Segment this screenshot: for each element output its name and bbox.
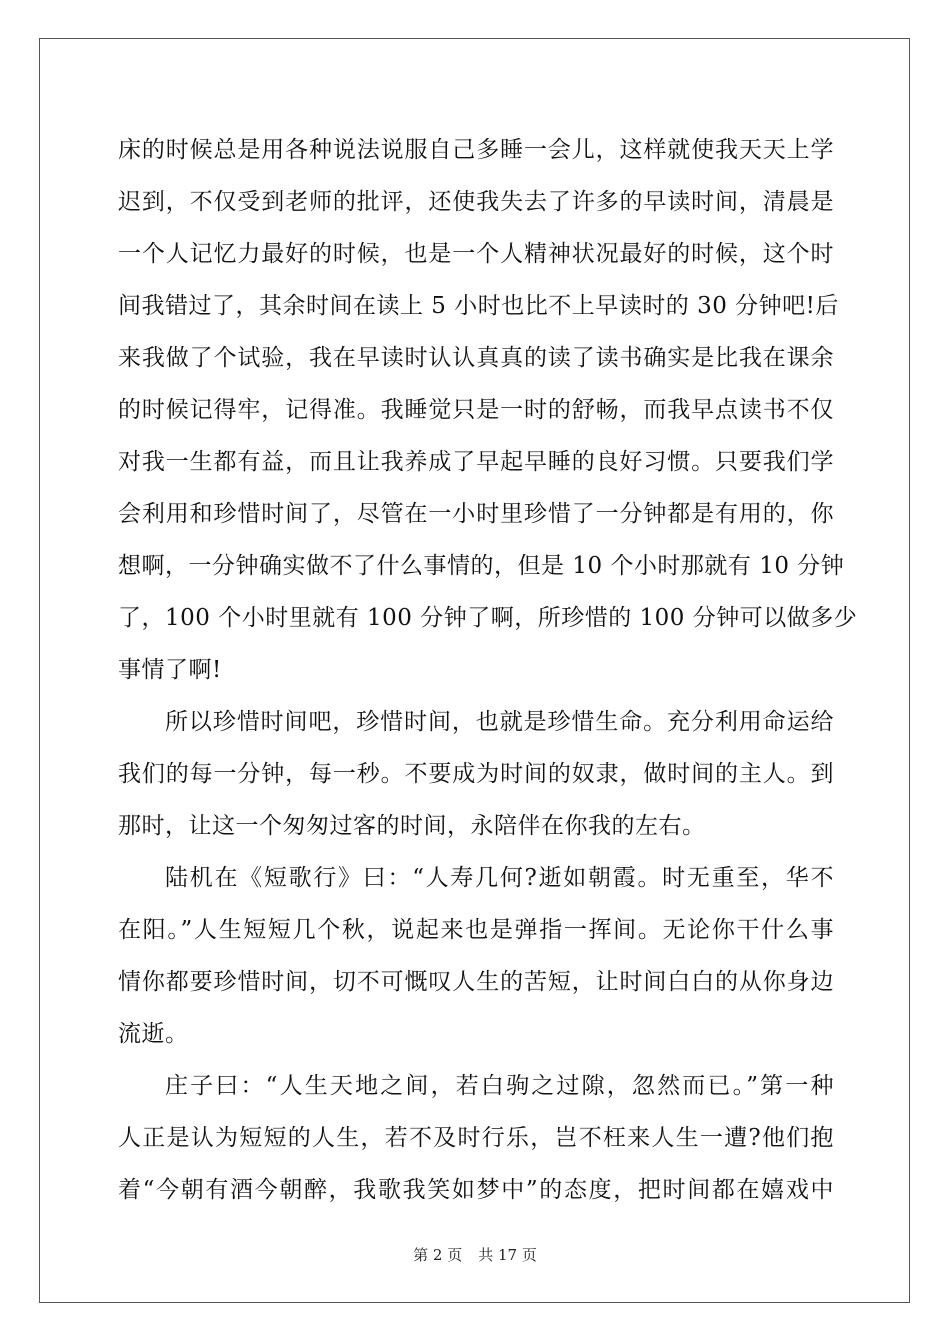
text-line: 床的时候总是用各种说法说服自己多睡一会儿，这样就使我天天上学 [118, 137, 834, 163]
text-line: 了，100 个小时里就有 100 分钟了啊，所珍惜的 100 分钟可以做多少 [118, 605, 858, 631]
text-line: 流逝。 [118, 1021, 189, 1047]
text-line: 来我做了个试验，我在早读时认认真真的读了读书确实是比我在课余 [118, 345, 834, 371]
text-line: 那时，让这一个匆匆过客的时间，永陪伴在你我的左右。 [118, 813, 706, 839]
text-line: 着“今朝有酒今朝醉，我歌我笑如梦中”的态度，把时间都在嬉戏中 [118, 1177, 834, 1203]
text-line: 在阳。”人生短短几个秋，说起来也是弹指一挥间。无论你干什么事 [118, 917, 834, 943]
text-line: 人正是认为短短的人生，若不及时行乐，岂不枉来人生一遭?他们抱 [118, 1125, 834, 1151]
paragraph-start-line: 陆机在《短歌行》曰：“人寿几何?逝如朝霞。时无重至，华不 [165, 865, 834, 891]
document-body [118, 124, 858, 1216]
paragraph-start-line: 庄子曰：“人生天地之间，若白驹之过隙，忽然而已。”第一种 [165, 1073, 834, 1099]
paragraph-start-line: 所以珍惜时间吧，珍惜时间，也就是珍惜生命。充分利用命运给 [165, 709, 834, 735]
page-footer [0, 1244, 950, 1265]
text-line: 间我错过了，其余时间在读上 5 小时也比不上早读时的 30 分钟吧!后 [118, 293, 839, 319]
page-number: 第 2 页 [413, 1246, 463, 1264]
text-line: 情你都要珍惜时间，切不可慨叹人生的苦短，让时间白白的从你身边 [118, 969, 834, 995]
total-pages: 共 17 页 [478, 1246, 537, 1264]
text-line: 事情了啊! [118, 657, 222, 683]
text-line: 迟到，不仅受到老师的批评，还使我失去了许多的早读时间，清晨是 [118, 189, 834, 215]
text-line: 我们的每一分钟，每一秒。不要成为时间的奴隶，做时间的主人。到 [118, 761, 834, 787]
text-line: 会利用和珍惜时间了，尽管在一小时里珍惜了一分钟都是有用的，你 [118, 501, 834, 527]
text-line: 想啊，一分钟确实做不了什么事情的，但是 10 个小时那就有 10 分钟 [118, 553, 845, 579]
text-line: 对我一生都有益，而且让我养成了早起早睡的良好习惯。只要我们学 [118, 449, 834, 475]
text-line: 一个人记忆力最好的时候，也是一个人精神状况最好的时候，这个时 [118, 241, 834, 267]
text-line: 的时候记得牢，记得准。我睡觉只是一时的舒畅，而我早点读书不仅 [118, 397, 834, 423]
